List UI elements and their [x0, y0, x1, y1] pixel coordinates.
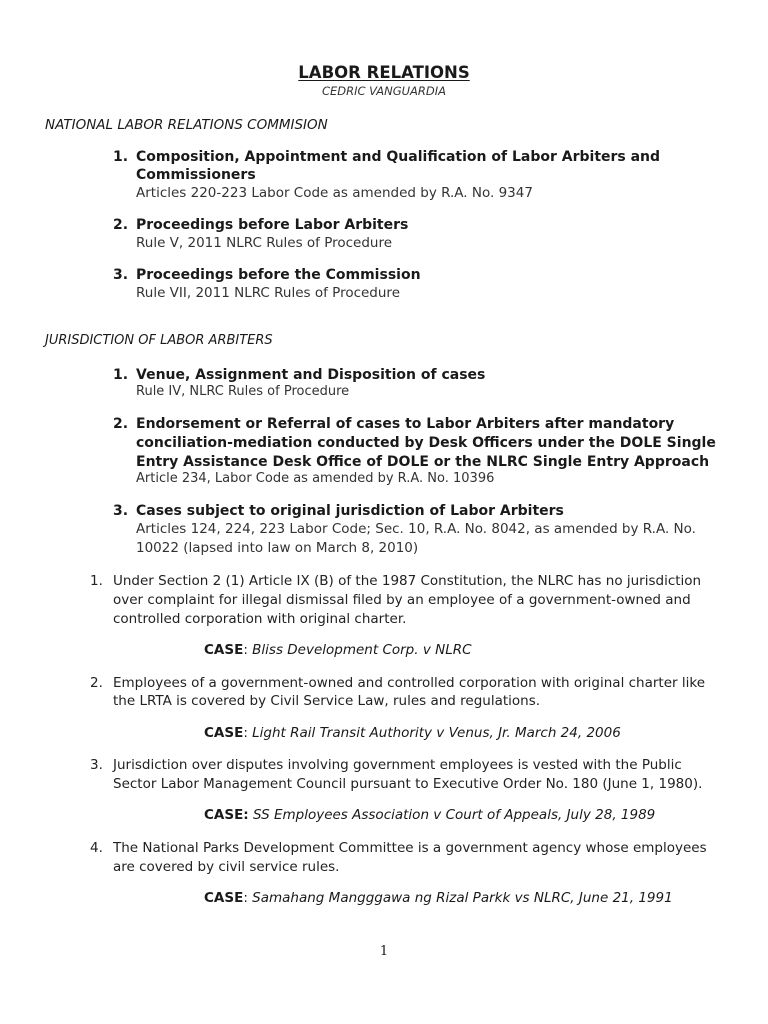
- doctrine-number: 4.: [90, 840, 103, 856]
- doctrine-line: are covered by civil service rules.: [113, 859, 340, 875]
- topic-reference: Article 234, Labor Code as amended by R.A. No. 10396: [136, 471, 495, 486]
- topic-title-line: conciliation-mediation conducted by Desk Officers under the DOLE Single: [136, 435, 716, 451]
- case-citation: [204, 890, 673, 906]
- topic-title-line: Entry Assistance Desk Office of DOLE or the NLRC Single Entry Approach: [136, 454, 710, 470]
- topic-title-line: Venue, Assignment and Disposition of cases: [136, 367, 486, 383]
- case-citation: [204, 807, 655, 823]
- case-label: CASE: [204, 890, 244, 906]
- doctrine-line: the LRTA is covered by Civil Service Law, rules and regulations.: [113, 693, 541, 709]
- doctrine-line: Jurisdiction over disputes involving government employees is vested with the Public: [113, 757, 682, 773]
- case-name: Bliss Development Corp. v NLRC: [252, 642, 472, 658]
- topic-number: 3.: [113, 503, 129, 519]
- document-author: CEDRIC VANGUARDIA: [321, 84, 447, 98]
- doctrine-line: Sector Labor Management Council pursuant to Executive Order No. 180 (June 1, 1980).: [113, 776, 703, 792]
- doctrine-number: 2.: [90, 675, 103, 691]
- case-name: SS Employees Association v Court of Appeals, July 28, 1989: [253, 807, 656, 823]
- topic-title-line: Proceedings before the Commission: [136, 267, 421, 283]
- topic-number: 2.: [113, 217, 129, 233]
- topic-reference: Rule IV, NLRC Rules of Procedure: [136, 384, 350, 399]
- topic-title-line: Cases subject to original jurisdiction of Labor Arbiters: [136, 503, 564, 519]
- doctrine-number: 3.: [90, 757, 103, 773]
- topic-number: 1.: [113, 367, 129, 383]
- topic-title-line: Commissioners: [136, 167, 256, 183]
- topic-reference: 10022 (lapsed into law on March 8, 2010): [136, 540, 419, 556]
- doctrine-line: controlled corporation with original charter.: [113, 611, 407, 627]
- case-label: CASE:: [204, 807, 249, 823]
- case-citation: [204, 725, 621, 741]
- doctrine-number: 1.: [90, 573, 103, 589]
- topic-reference: Rule V, 2011 NLRC Rules of Procedure: [136, 235, 393, 251]
- doctrine-line: over complaint for illegal dismissal filed by an employee of a government-owned and: [113, 592, 691, 608]
- doctrine-line: Employees of a government-owned and controlled corporation with original charter like: [113, 675, 706, 691]
- doctrine-line: Under Section 2 (1) Article IX (B) of the 1987 Constitution, the NLRC has no jurisdiction: [113, 573, 702, 589]
- page-number: 1: [379, 944, 389, 959]
- case-separator: :: [243, 642, 253, 658]
- case-separator: :: [243, 725, 253, 741]
- section-heading-jurisdiction: JURISDICTION OF LABOR ARBITERS: [45, 333, 273, 348]
- case-label: CASE: [204, 642, 244, 658]
- topic-title-line: Endorsement or Referral of cases to Labor Arbiters after mandatory: [136, 416, 675, 432]
- case-citation: [204, 642, 472, 658]
- doctrine-line: The National Parks Development Committee is a government agency whose employees: [113, 840, 707, 856]
- case-separator: :: [243, 890, 253, 906]
- case-name: Light Rail Transit Authority v Venus, Jr. March 24, 2006: [252, 725, 621, 741]
- topic-reference: Articles 220-223 Labor Code as amended by R.A. No. 9347: [136, 185, 533, 201]
- case-label: CASE: [204, 725, 244, 741]
- topic-reference: Rule VII, 2011 NLRC Rules of Procedure: [136, 285, 400, 301]
- topic-number: 2.: [113, 416, 129, 432]
- topic-title-line: Composition, Appointment and Qualification of Labor Arbiters and: [136, 149, 661, 165]
- case-name: Samahang Mangggawa ng Rizal Parkk vs NLRC, June 21, 1991: [252, 890, 673, 906]
- topic-title-line: Proceedings before Labor Arbiters: [136, 217, 409, 233]
- topic-reference: Articles 124, 224, 223 Labor Code; Sec. 10, R.A. No. 8042, as amended by R.A. No.: [136, 521, 696, 537]
- topic-number: 1.: [113, 149, 129, 165]
- topic-number: 3.: [113, 267, 129, 283]
- document-title: LABOR RELATIONS: [298, 63, 470, 82]
- section-heading-nlrc: NATIONAL LABOR RELATIONS COMMISION: [45, 117, 328, 133]
